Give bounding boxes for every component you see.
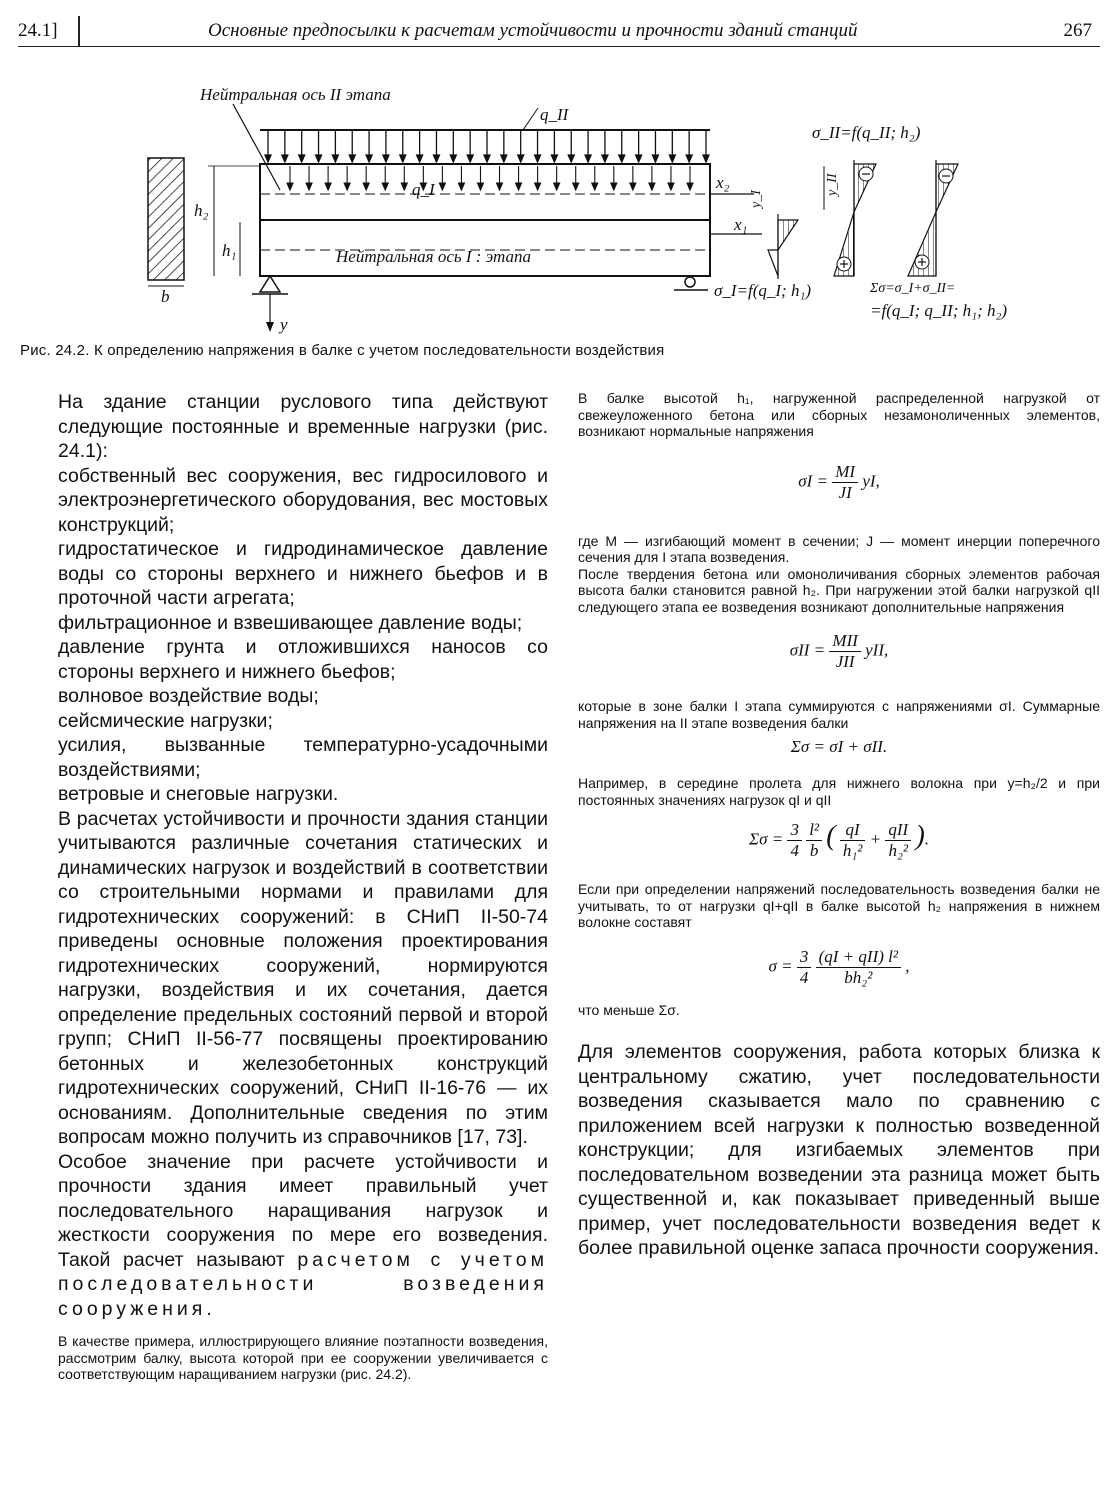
neutral-axis-1-label: Нейтральная ось I : этапа (336, 247, 531, 266)
header-divider (78, 16, 80, 46)
load-arrow-head (636, 155, 642, 162)
load-arrow-head (518, 155, 524, 162)
f4-d1: 4 (790, 841, 799, 860)
right-column (578, 390, 1100, 1261)
section-number: 24.1] (18, 20, 58, 41)
load-arrow-head (477, 183, 483, 190)
q1-label: q_I (412, 180, 435, 199)
f4-frac-2 (806, 820, 822, 861)
load-arrow-head (630, 183, 636, 190)
load-list-item: волновое воздействие воды; (58, 685, 319, 707)
f4-d4: h₂² (888, 841, 909, 860)
load-arrow-head (554, 183, 560, 190)
load-arrow-head (687, 183, 693, 190)
f4-n2: l² (806, 820, 822, 841)
f4-d2: b (809, 841, 819, 860)
f1-den: JI (838, 482, 852, 502)
header-title: Основные предпосылки к расчетам устойчивости и прочности зданий станций (208, 20, 858, 41)
left-paragraph-1: На здание станции руслового типа действуют следующие постоянные и временные нагрузки (рис. 24.1): (58, 391, 548, 462)
p3-spaced-term: расчетом с учетом последовательности возведения сооружения. (58, 1248, 548, 1320)
f4-n3: qI (840, 820, 866, 841)
load-arrow-head (282, 155, 288, 162)
left-paragraph-4: В качестве примера, иллюстрирующего влияние поэтапности возведения, рассмотрим балку, высота которой при ее сооружении увеличивается с соответствующим наращиванием нагрузки (рис. 24.2). (58, 1333, 548, 1382)
f5-lhs: σ = (768, 955, 793, 975)
formula-sigma-2 (578, 631, 1100, 672)
formula-sum-mid: Σσ = $\frac{3}{4}$ $\frac{\text{l²}}{b}$ ( $\frac{qI}{\text{h₁²}}$ + $\frac{\text{qII}}{\text{h₂²}}$ ). (748, 820, 930, 860)
f2-frac (829, 631, 860, 672)
load-arrow-head (573, 183, 579, 190)
load-arrow-head (383, 155, 389, 162)
f2-lhs: σII = (789, 640, 826, 660)
load-arrow-head (585, 155, 591, 162)
load-arrow-head (417, 155, 423, 162)
right-paragraph-2: где M — изгибающий момент в сечении; J — момент инерции поперечного сечения для I этапа возведения. (578, 532, 1100, 565)
load-arrow-head (535, 155, 541, 162)
load-arrow-head (669, 155, 675, 162)
load-arrow-head (325, 183, 331, 190)
load-arrow-head (484, 155, 490, 162)
h2-label: h₂ (194, 201, 209, 220)
f2-num: MII (829, 631, 860, 652)
right-paragraph-3: После твердения бетона или омоноличивания сборных элементов рабочая высота балки становится равной h₂. При нагружении этой балки нагрузкой qII следующего этапа ее возведения возникают дополнительные напряжения (578, 565, 1100, 615)
load-list-item: давление грунта и отложившихся наносов со стороны верхнего и нижнего бьефов; (58, 636, 548, 683)
x1-label: x₁ (734, 215, 748, 234)
right-paragraph-5: Например, в середине пролета для нижнего волокна при y=h₂/2 и при постоянных значениях нагрузок qI и qII (578, 775, 1100, 808)
load-list-item: собственный вес сооружения, вес гидросилового и электроэнергетического оборудования, вес мостовых конструкций; (58, 464, 548, 536)
load-arrow-head (363, 183, 369, 190)
left-column (58, 390, 548, 1383)
load-arrow-head (265, 155, 271, 162)
f1-rhs: yI, (862, 470, 880, 490)
page-number: 267 (1063, 20, 1092, 41)
load-arrow-head (686, 155, 692, 162)
f4-frac-3 (840, 820, 866, 861)
load-arrow-head (299, 155, 305, 162)
neutral-axis-2-label: Нейтральная ось II этапа (200, 85, 391, 104)
f4-n4: qII (885, 820, 911, 841)
y-label: y (280, 315, 288, 334)
sigma-1-eq: σ_I=f(q_I; h₁) (714, 281, 812, 300)
load-arrow-head (619, 155, 625, 162)
load-arrow-head (568, 155, 574, 162)
f5-d1: 4 (799, 967, 809, 987)
figure-caption: Рис. 24.2. К определению напряжения в балке с учетом последовательности воздействия (20, 342, 665, 359)
right-paragraph-7: что меньше Σσ. (578, 1001, 680, 1018)
h1-label: h₁ (222, 241, 237, 260)
f4-frac-1 (787, 820, 802, 861)
load-arrow-head (400, 155, 406, 162)
load-arrow-head (306, 183, 312, 190)
load-arrow-head (516, 183, 522, 190)
load-arrow-head (433, 155, 439, 162)
f5-frac-2 (816, 947, 901, 988)
load-arrow-head (344, 183, 350, 190)
paren-close: ) (915, 820, 925, 852)
q2-label: q_II (540, 105, 569, 124)
load-arrow-head (535, 183, 541, 190)
f5-n2: (qI + qII) l² (816, 947, 901, 968)
load-arrow-head (668, 183, 674, 190)
cross-section (148, 158, 184, 280)
load-list-item: сейсмические нагрузки; (58, 709, 273, 732)
load-arrow-head (602, 155, 608, 162)
load-arrow-head (349, 155, 355, 162)
paren-open: ( (826, 820, 836, 852)
f4-d3: h₁² (842, 841, 863, 860)
load-list-item: ветровые и снеговые нагрузки. (58, 783, 339, 805)
f4-lhs: Σσ = (748, 829, 784, 849)
f4-n1: 3 (787, 820, 802, 841)
load-arrow-head (703, 155, 709, 162)
load-arrow-head (649, 183, 655, 190)
figure-24-2 (18, 64, 1100, 344)
load-arrow-head (366, 155, 372, 162)
f1-lhs: σI = (798, 470, 828, 490)
load-arrow-head (458, 183, 464, 190)
right-paragraph-8: Для элементов сооружения, работа которых близка к центральному сжатию, учет последовательности возведения сказывается мало по сравнению с приложением всей нагрузки к полностью возведенной конструкции; для изгибаемых элементов при последовательном возведении эта разница может быть существенной и, как показывает приведенный выше пример, учет последовательности возведения ведет к более правильной оценке запаса прочности сооружения. (578, 1041, 1100, 1259)
load-arrow-head (551, 155, 557, 162)
right-paragraph-1: В балке высотой h₁, нагруженной распределенной нагрузкой от свежеуложенного бетона или сборных незамоноличенных элементов, возникают нормальные напряжения (578, 390, 1100, 439)
load-arrow-head (592, 183, 598, 190)
load-arrow-head (611, 183, 617, 190)
right-support (685, 277, 695, 287)
left-support (260, 276, 280, 292)
f1-num: MI (832, 462, 858, 483)
f2-den: JII (835, 652, 855, 671)
y1-label: y_I (749, 190, 764, 208)
sum-eq-2: =f(q_I; q_II; h₁; h₂) (870, 301, 1008, 320)
load-list (58, 464, 548, 807)
load-list-item: усилия, вызванные температурно-усадочными воздействиями; (58, 734, 548, 781)
f1-frac (832, 462, 858, 503)
y2-label: y_II (825, 173, 840, 196)
load-list-item: гидростатическое и гидродинамическое давление воды со стороны верхнего и нижнего бьефов и в проточной части агрегата; (58, 538, 548, 609)
q1-load-arrows (287, 166, 693, 190)
f5-d2: bh₂² (844, 967, 873, 987)
formula-sum: Σσ = σI + σII. (790, 737, 888, 756)
f5-n1: 3 (797, 947, 812, 968)
beam-diagram (18, 64, 1100, 344)
x2-label: x₂ (716, 173, 730, 192)
load-arrow-head (497, 183, 503, 190)
load-arrow-head (316, 155, 322, 162)
sigma-1-diagram-top (778, 220, 798, 250)
load-arrow-head (382, 183, 388, 190)
plus-sign: + (869, 829, 882, 849)
load-arrow-head (467, 155, 473, 162)
f2-rhs: yII, (865, 640, 889, 660)
left-paragraph-3 (58, 1150, 548, 1322)
q2-load-arrows (265, 130, 709, 162)
running-header (18, 16, 1100, 47)
left-paragraph-2: В расчетах устойчивости и прочности здания станции учитываются различные сочетания статических и динамических нагрузок и воздействий в соответствии со строительными нормами и правилами для гидротехнических сооружений: в СНиП II-50-74 приведены основные положения проектирования гидротехнических сооружений, нормируются нагрузки, воздействия и их сочетания, дается определение предельных состояний первой и второй групп; СНиП II-56-77 посвящены проектированию бетонных и железобетонных конструкций гидротехнических сооружений, СНиП II-16-76 — их основаниям. Дополнительные сведения по этим вопросам можно получить из справочников [17, 73]. (58, 807, 548, 1148)
p3-text: Особое значение при расчете устойчивости и прочности здания имеет правильный учет последовательного наращивания нагрузок и жесткости сооружения по мере его возведения. Такой расчет называют (58, 1150, 548, 1271)
right-paragraph-4: которые в зоне балки I этапа суммируются с напряжениями σI. Суммарные напряжения на II этапе возведения балки (578, 698, 1100, 731)
load-arrow-head (450, 155, 456, 162)
sum-eq-1: Σσ=σ_I+σ_II= (870, 281, 956, 296)
f4-frac-4 (885, 820, 911, 861)
load-list-item: фильтрационное и взвешивающее давление воды; (58, 611, 523, 634)
formula-sigma-1 (578, 462, 1100, 503)
load-arrow-head (501, 155, 507, 162)
load-arrow-head (332, 155, 338, 162)
load-arrow-head (401, 183, 407, 190)
right-paragraph-6: Если при определении напряжений последовательность возведения балки не учитывать, то от нагрузки qI+qII в балке высотой h₂ напряжения в нижнем волокне составят (578, 881, 1100, 930)
f5-frac-1 (797, 947, 812, 988)
load-arrow-head (439, 183, 445, 190)
load-arrow-head (652, 155, 658, 162)
b-label: b (161, 287, 170, 306)
load-arrow-head (287, 183, 293, 190)
sigma-2-eq: σ_II=f(q_II; h₂) (812, 123, 921, 142)
formula-sigma-total: σ = $\frac{3}{4}$ $\frac{\text{(qI + qII) l²}}{\text{bh₂²}}$ , (768, 946, 910, 987)
